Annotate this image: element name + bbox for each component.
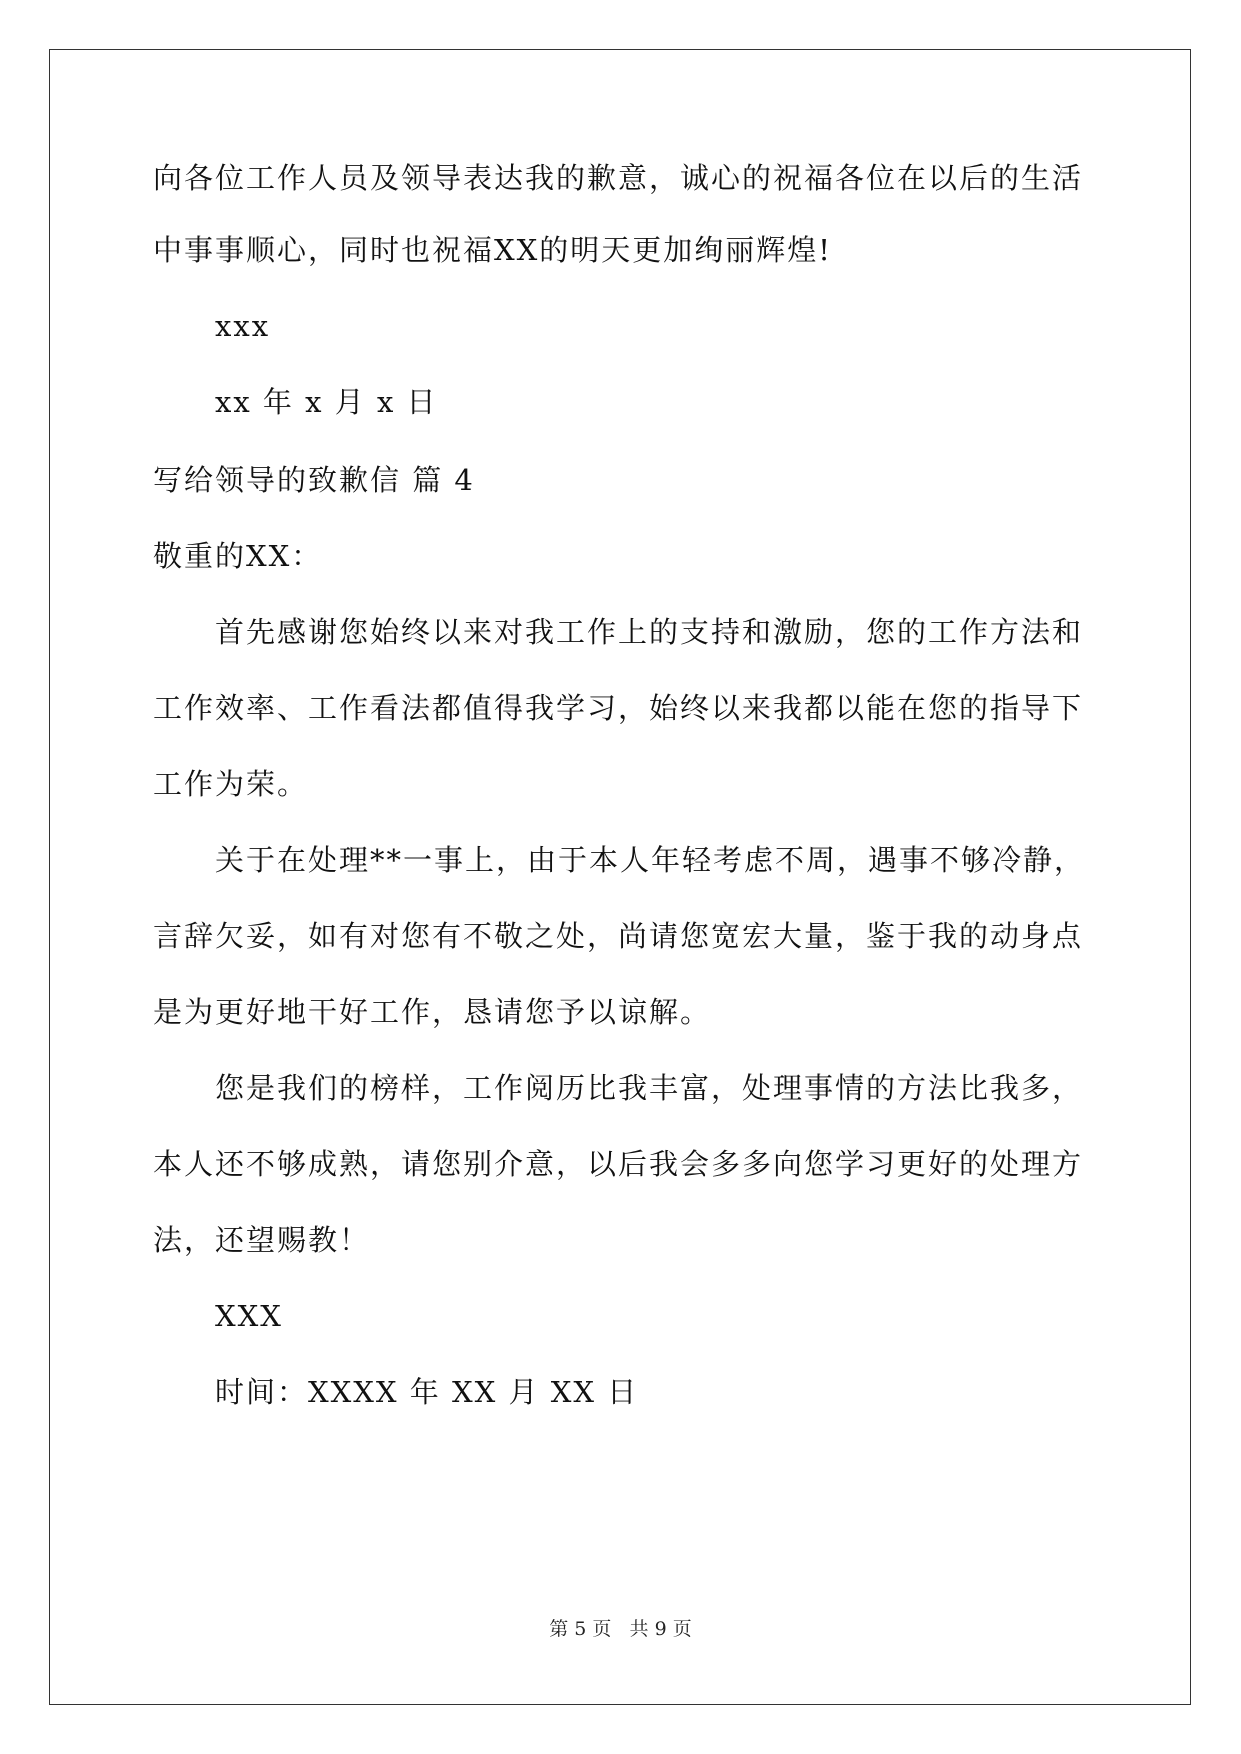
paragraph-3-line-2: 本人还不够成熟，请您别介意，以后我会多多向您学习更好的处理方 (153, 1147, 1084, 1181)
paragraph-1-line-2: 工作效率、工作看法都值得我学习，始终以来我都以能在您的指导下 (153, 691, 1084, 725)
body-line-1: 向各位工作人员及领导表达我的歉意，诚心的祝福各位在以后的生活 (153, 161, 1084, 195)
paragraph-2-line-1: 关于在处理**一事上，由于本人年轻考虑不周，遇事不够冷静， (215, 843, 1086, 877)
date-line: xx 年 x 月 x 日 (215, 385, 438, 419)
page-number-label: 第 5 页 共 9 页 (549, 1618, 692, 1640)
page-footer (0, 1617, 1241, 1641)
body-line-2: 中事事顺心，同时也祝福XX的明天更加绚丽辉煌! (153, 233, 832, 267)
salutation: 敬重的XX： (153, 539, 323, 573)
paragraph-2-line-3: 是为更好地干好工作，恳请您予以谅解。 (153, 995, 712, 1029)
section-heading: 写给领导的致歉信 篇 4 (153, 463, 475, 497)
closing-date: 时间：XXXX 年 XX 月 XX 日 (215, 1375, 639, 1409)
signature-line: xxx (215, 309, 271, 343)
paragraph-3-line-3: 法，还望赐教！ (153, 1223, 371, 1257)
paragraph-2-line-2: 言辞欠妥，如有对您有不敬之处，尚请您宽宏大量，鉴于我的动身点 (153, 919, 1084, 953)
paragraph-3-line-1: 您是我们的榜样，工作阅历比我丰富，处理事情的方法比我多， (215, 1071, 1084, 1105)
paragraph-1-line-1: 首先感谢您始终以来对我工作上的支持和激励，您的工作方法和 (215, 615, 1084, 649)
paragraph-1-line-3: 工作为荣。 (153, 767, 309, 801)
closing-signature: XXX (215, 1299, 283, 1333)
